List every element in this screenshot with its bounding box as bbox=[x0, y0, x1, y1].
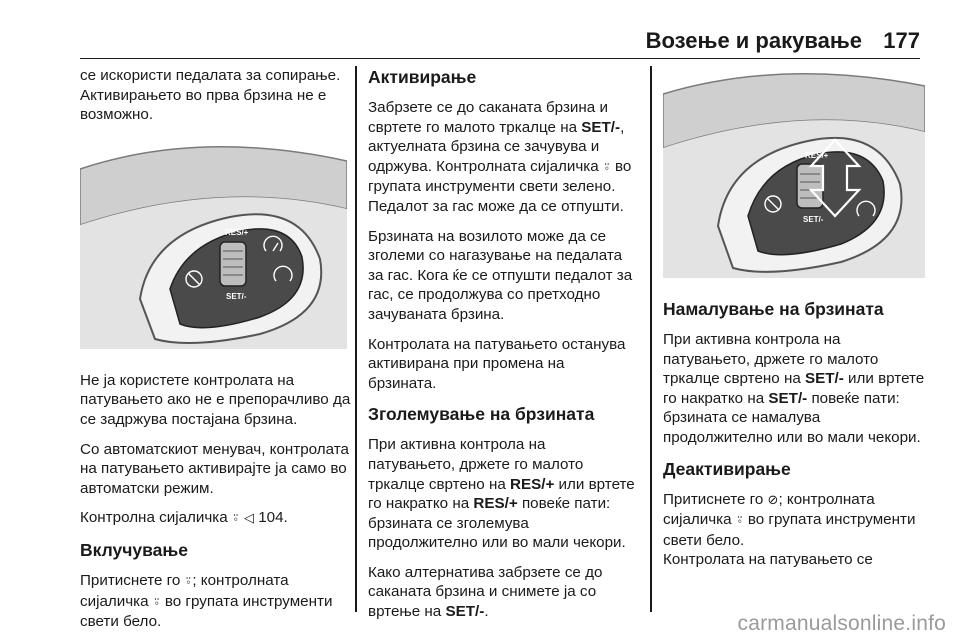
steering-wheel-controls-illustration bbox=[80, 139, 347, 349]
cruise-control-icon: ⍤ bbox=[184, 573, 193, 589]
cruise-control-icon: ⍤ bbox=[602, 159, 611, 175]
heading-deaktiviranje: Деактивирање bbox=[663, 458, 791, 479]
page-number: 177 bbox=[883, 28, 920, 53]
set-label: SET/- bbox=[226, 291, 247, 301]
page-reference-arrow-icon: ◁ bbox=[243, 510, 254, 526]
column-left bbox=[80, 66, 355, 642]
paragraph: Забрзете се до саканата брзина и свртете го малото тркалце на SET/-, актуелната брзина се зачувува и одржува. Контролната сијаличка ⍤ во групата инструменти свети зелено. Педалот за гас може да се отпушти. bbox=[368, 99, 632, 215]
heading-aktiviranje: Активирање bbox=[368, 67, 477, 87]
cruise-cancel-icon: ⊘ bbox=[767, 492, 779, 508]
intro-paragraph: се искористи педалата за сопирање. Активирањето во прва брзина не е возможно. bbox=[80, 67, 341, 124]
paragraph: Како алтернатива забрзете се до саканата брзина и снимете ја со вртење на SET/-. bbox=[368, 563, 603, 621]
cruise-control-icon: ⍤ bbox=[152, 594, 161, 610]
steering-wheel-figure bbox=[80, 139, 347, 349]
cruise-control-icon: ⍤ bbox=[735, 513, 744, 529]
heading-zgolemuvanje: Зголемување на брзината bbox=[368, 404, 595, 425]
paragraph: Контролата на патувањето останува активирана при промена на брзината. bbox=[368, 335, 626, 392]
column-right bbox=[663, 66, 925, 580]
column-middle bbox=[368, 66, 636, 632]
res-label: RES/+ bbox=[805, 151, 829, 160]
heading-vkluchuvanje: Вклучување bbox=[80, 539, 188, 560]
heading-namaluvanje: Намалување на брзината bbox=[663, 299, 884, 319]
paragraph: Притиснете го ⊘; контролната сијаличка ⍤ во групата инструменти свети бело. Контролата на патувањето се bbox=[663, 490, 916, 569]
set-label: SET/- bbox=[803, 215, 824, 224]
paragraph: Не ја користете контролата на патувањето ако не е препорачливо да се задржува постајана брзина. bbox=[80, 371, 351, 428]
paragraph: Контролна сијаличка ⍤ ◁ 104. bbox=[80, 509, 288, 527]
watermark: carmanualsonline.info bbox=[737, 612, 946, 635]
res-label: RES/+ bbox=[225, 227, 249, 237]
column-divider bbox=[650, 66, 652, 612]
paragraph: При активна контрола на патувањето, држете го малото тркалце свртено на RES/+ или вртете го накратко на RES/+ повеќе пати: брзината се зголемува продолжително или во мали чекори. bbox=[368, 436, 635, 552]
paragraph: При активна контрола на патувањето, држете го малото тркалце свртено на SET/- или вртете го накратко на SET/- повеќе пати: брзината се намалува продолжително или во мали чекори. bbox=[663, 331, 925, 446]
paragraph: Притиснете го ⍤; контролната сијаличка ⍤ во групата инструменти свети бело. bbox=[80, 571, 333, 631]
steering-wheel-figure bbox=[663, 66, 925, 278]
steering-wheel-roller-illustration bbox=[663, 66, 925, 278]
cruise-control-icon: ⍤ bbox=[231, 511, 240, 527]
section-title: Возење и ракување bbox=[645, 28, 862, 53]
page-header bbox=[80, 26, 920, 59]
paragraph: Брзината на возилото може да се зголеми со нагазување на педалата за гас. Кога ќе се отпушти педалот за гас, се продолжува со претходно зачуваната брзина. bbox=[368, 227, 633, 323]
column-divider bbox=[355, 66, 357, 612]
paragraph: Со автоматскиот менувач, контролата на патувањето активирајте ја само во автоматски режим. bbox=[80, 440, 349, 497]
